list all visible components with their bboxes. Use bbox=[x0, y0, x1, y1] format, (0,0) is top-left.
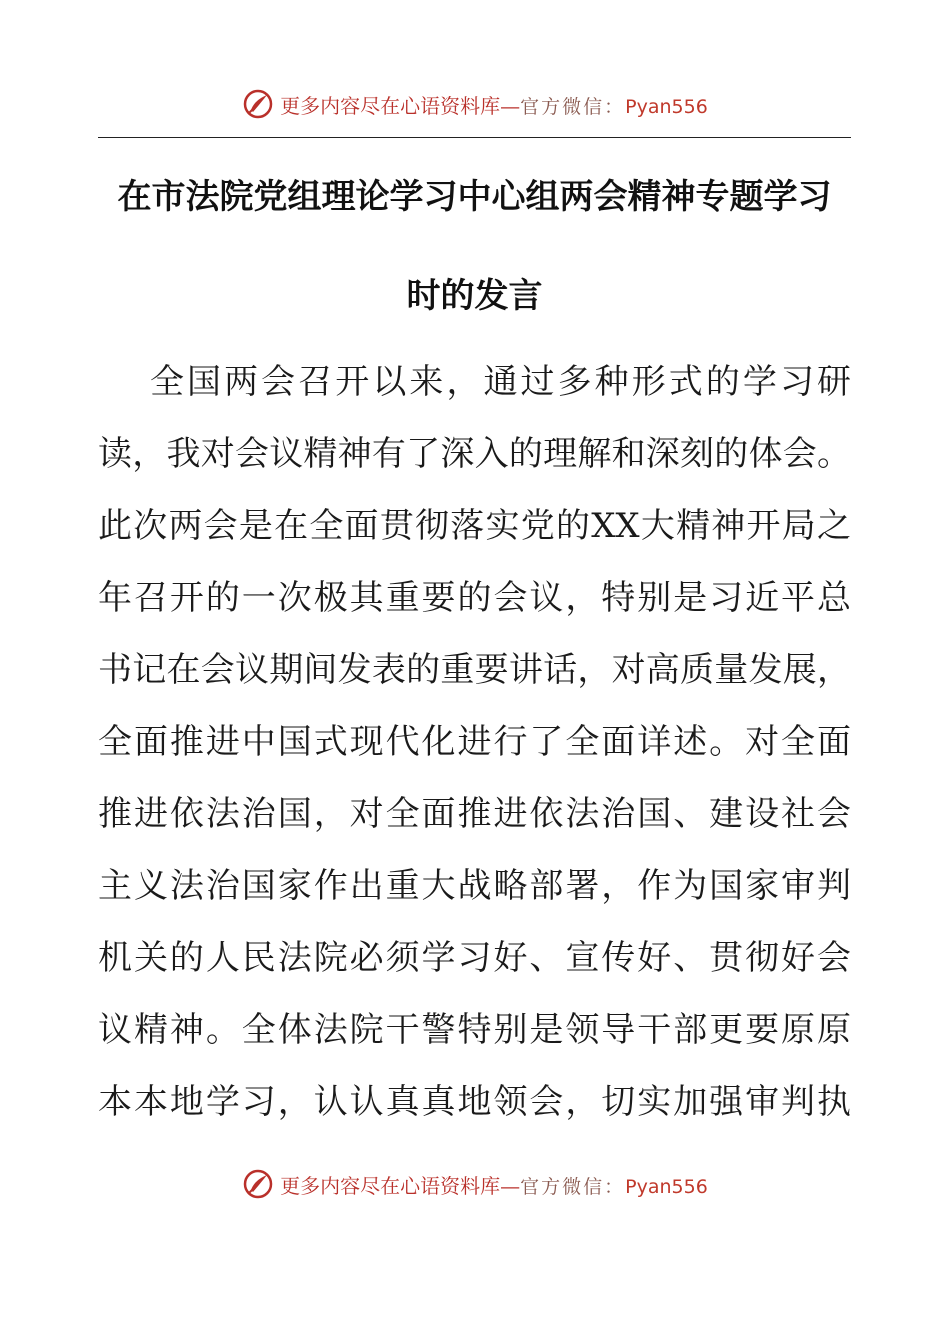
header-wechat-id: Pyan556 bbox=[625, 95, 708, 118]
body-line: 议精神。全体法院干警特别是领导干部更要原原 bbox=[98, 1010, 851, 1050]
document-title-line-2: 时的发言 bbox=[406, 276, 543, 316]
footer-wechat-id: Pyan556 bbox=[625, 1175, 708, 1198]
header-banner-text bbox=[280, 90, 708, 119]
body-line: 读，我对会议精神有了深入的理解和深刻的体会。 bbox=[98, 434, 851, 474]
body-line: 推进依法治国，对全面推进依法治国、建设社会 bbox=[98, 794, 851, 834]
header-divider bbox=[98, 137, 851, 138]
footer-banner bbox=[0, 1164, 950, 1204]
footer-site-text: 更多内容尽在心语资料库 bbox=[280, 1173, 501, 1198]
body-line: 机关的人民法院必须学习好、宣传好、贯彻好会 bbox=[98, 938, 851, 978]
document-title-line-1: 在市法院党组理论学习中心组两会精神专题学习 bbox=[117, 177, 832, 217]
header-banner bbox=[0, 84, 950, 124]
footer-banner-text bbox=[280, 1170, 708, 1199]
body-line: 此次两会是在全面贯彻落实党的XX大精神开局之 bbox=[98, 506, 851, 546]
logo-icon bbox=[242, 1168, 274, 1200]
logo-icon bbox=[242, 88, 274, 120]
footer-wechat-label: 官方微信： bbox=[520, 1175, 626, 1198]
body-line: 主义法治国家作出重大战略部署，作为国家审判 bbox=[98, 866, 851, 906]
body-line: 年召开的一次极其重要的会议，特别是习近平总 bbox=[98, 578, 851, 618]
body-line: 全国两会召开以来，通过多种形式的学习研 bbox=[150, 362, 851, 402]
body-line: 书记在会议期间发表的重要讲话，对高质量发展， bbox=[98, 650, 851, 690]
header-site-text: 更多内容尽在心语资料库 bbox=[280, 93, 501, 118]
body-line: 全面推进中国式现代化进行了全面详述。对全面 bbox=[98, 722, 851, 762]
footer-dash: — bbox=[500, 1173, 521, 1198]
header-dash: — bbox=[500, 93, 521, 118]
body-line: 本本地学习，认认真真地领会，切实加强审判执 bbox=[98, 1082, 851, 1122]
header-wechat-label: 官方微信： bbox=[520, 95, 626, 118]
